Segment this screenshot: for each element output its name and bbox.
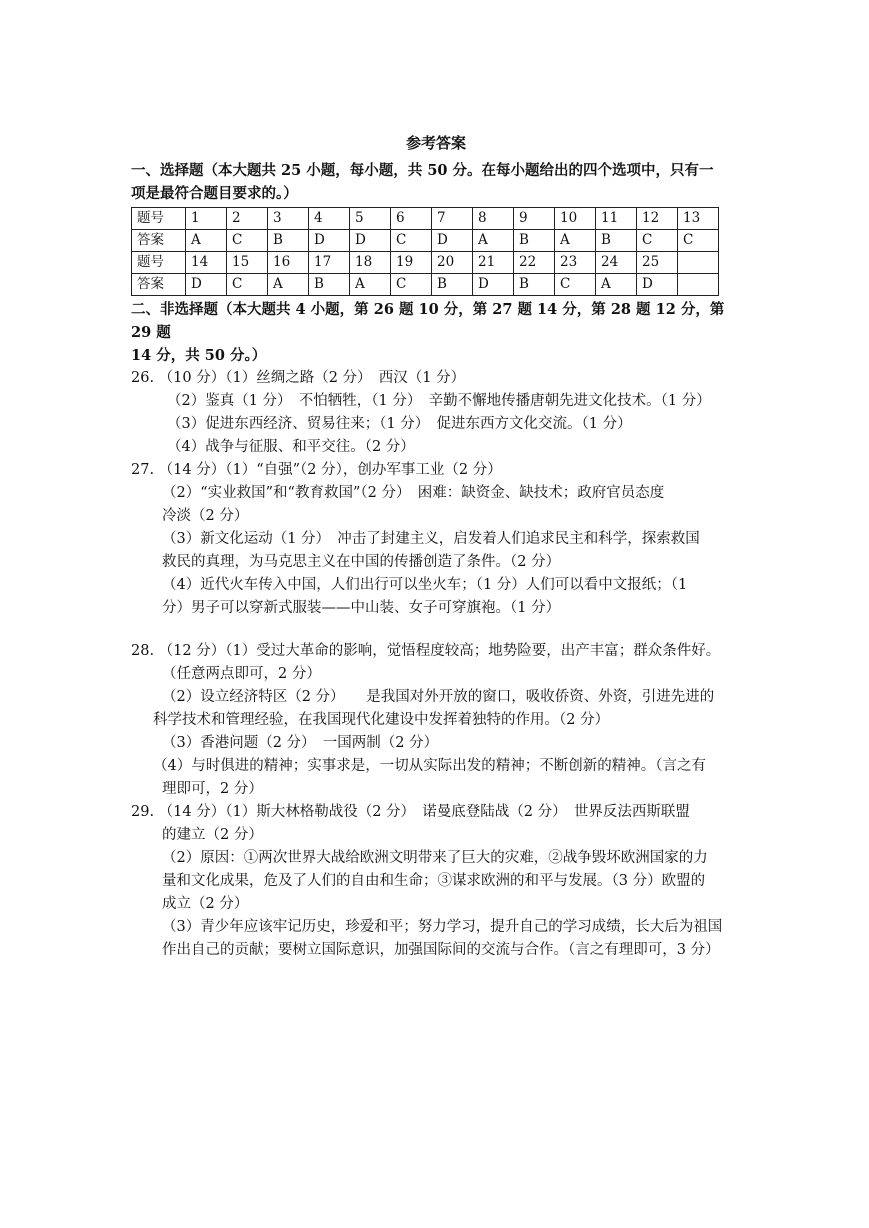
question-29 [131, 801, 741, 962]
question-26 [131, 367, 741, 459]
table-cell: A [350, 274, 391, 296]
table-cell: B [596, 230, 637, 252]
table-cell: 13 [678, 208, 719, 230]
q27-line6: （4）近代火车传入中国，人们出行可以坐火车；（1 分）人们可以看中文报纸；（1 [162, 577, 688, 593]
q28-line1: 28. （12 分）（1）受过大革命的影响，觉悟程度较高；地势险要，出产丰富；群众条件好。 [131, 643, 721, 659]
answer-page [131, 132, 741, 962]
section1-heading-line1: 一、选择题（本大题共 25 小题，每小题，共 50 分。在每小题给出的四个选项中，只有一 [131, 162, 714, 179]
table-cell: C [678, 230, 719, 252]
table-cell: 18 [350, 252, 391, 274]
table-cell: 22 [514, 252, 555, 274]
q28-line2: （任意两点即可，2 分） [162, 666, 321, 682]
table-cell: 9 [514, 208, 555, 230]
table-cell: A [268, 274, 309, 296]
table-cell: C [637, 230, 678, 252]
q26-line2: （2）鉴真（1 分） 不怕牺牲，（1 分） 辛勤不懈地传播唐朝先进文化技术。（1 分） [167, 393, 711, 409]
q29-line1: 29. （14 分）（1）斯大林格勒战役（2 分） 诺曼底登陆战（2 分） 世界反法西斯联盟 [131, 804, 690, 820]
section2-heading-line1: 二、非选择题（本大题共 4 小题，第 26 题 10 分，第 27 题 14 分，第 28 题 12 分，第 29 题 [131, 301, 725, 341]
table-cell: 21 [473, 252, 514, 274]
page-title: 参考答案 [405, 134, 466, 152]
table-cell: A [596, 274, 637, 296]
question-27 [131, 459, 741, 620]
section2-heading [131, 298, 741, 367]
table-cell: 16 [268, 252, 309, 274]
q29-line5: 成立（2 分） [162, 896, 249, 912]
table-cell: B [309, 274, 350, 296]
table-cell: 24 [596, 252, 637, 274]
table-cell: A [186, 230, 227, 252]
table-cell: A [473, 230, 514, 252]
q28-line7: 理即可，2 分） [162, 781, 263, 797]
table-cell: 3 [268, 208, 309, 230]
table-row-numbers-2 [132, 252, 719, 274]
section1-heading-line2: 项是最符合题目要求的。） [131, 185, 298, 202]
q29-line6: （3）青少年应该牢记历史，珍爱和平；努力学习，提升自己的学习成绩，长大后为祖国 [162, 919, 723, 935]
table-cell: 14 [186, 252, 227, 274]
table-cell: 7 [432, 208, 473, 230]
table-row-answers-1 [132, 230, 719, 252]
table-cell: 25 [637, 252, 678, 274]
table-cell: 19 [391, 252, 432, 274]
q28-line5: （3）香港问题（2 分） 一国两制（2 分） [162, 735, 439, 751]
q29-line7: 作出自己的贡献；要树立国际意识，加强国际间的交流与合作。（言之有理即可，3 分） [162, 942, 720, 958]
q26-line4: （4）战争与征服、和平交往。（2 分） [167, 439, 415, 455]
table-cell: C [391, 230, 432, 252]
table-cell: B [268, 230, 309, 252]
q27-line7: 分）男子可以穿新式服装——中山装、女子可穿旗袍。（1 分） [162, 600, 561, 616]
section2-heading-line2: 14 分，共 50 分。） [131, 347, 267, 364]
table-cell: 20 [432, 252, 473, 274]
table-cell: D [350, 230, 391, 252]
q27-line4: （3）新文化运动（1 分） 冲击了封建主义，启发着人们追求民主和科学，探索救国 [162, 531, 700, 547]
table-cell: 23 [555, 252, 596, 274]
table-row-numbers-1 [132, 208, 719, 230]
table-cell: 4 [309, 208, 350, 230]
table-row-answers-2 [132, 274, 719, 296]
table-cell: 11 [596, 208, 637, 230]
question-28 [131, 640, 741, 801]
table-row-label: 题号 [132, 208, 186, 230]
table-cell: 12 [637, 208, 678, 230]
q27-line1: 27. （14 分）（1）“自强”（2 分），创办军事工业（2 分） [131, 462, 502, 478]
q26-line1: 26. （10 分）（1）丝绸之路（2 分） 西汉（1 分） [131, 370, 466, 386]
table-cell: D [309, 230, 350, 252]
table-cell: C [227, 274, 268, 296]
q28-line3: （2）设立经济特区（2 分） 是我国对外开放的窗口，吸收侨资、外资，引进先进的 [162, 689, 715, 705]
table-cell: 17 [309, 252, 350, 274]
table-cell: 2 [227, 208, 268, 230]
table-cell: A [555, 230, 596, 252]
q27-line2: （2）“实业救国”和“教育救国”（2 分） 困难：缺资金、缺技术；政府官员态度 [162, 485, 665, 501]
q26-line3: （3）促进东西经济、贸易往来；（1 分） 促进东西方文化交流。（1 分） [167, 416, 632, 432]
q29-line4: 量和文化成果，危及了人们的自由和生命；③谋求欧洲的和平与发展。（3 分）欧盟的 [162, 873, 706, 889]
q29-line2: 的建立（2 分） [162, 827, 263, 843]
table-cell: 15 [227, 252, 268, 274]
table-cell: 6 [391, 208, 432, 230]
table-cell [678, 252, 719, 274]
table-cell: B [514, 230, 555, 252]
table-cell: D [473, 274, 514, 296]
table-cell: 10 [555, 208, 596, 230]
table-cell: 1 [186, 208, 227, 230]
table-cell: C [555, 274, 596, 296]
q28-line6: （4）与时俱进的精神；实事求是，一切从实际出发的精神；不断创新的精神。（言之有 [153, 758, 706, 774]
table-cell: B [514, 274, 555, 296]
q29-line3: （2）原因：①两次世界大战给欧洲文明带来了巨大的灾难，②战争毁坏欧洲国家的力 [162, 850, 708, 866]
table-cell: D [432, 230, 473, 252]
table-cell: C [227, 230, 268, 252]
section1-heading [131, 159, 741, 205]
table-row-label: 题号 [132, 252, 186, 274]
table-row-label: 答案 [132, 230, 186, 252]
q27-line3: 冷淡（2 分） [162, 508, 249, 524]
answer-table [131, 207, 719, 296]
table-row-label: 答案 [132, 274, 186, 296]
table-cell: D [186, 274, 227, 296]
table-cell: B [432, 274, 473, 296]
table-cell [678, 274, 719, 296]
table-cell: 5 [350, 208, 391, 230]
table-cell: D [637, 274, 678, 296]
q27-line5: 救民的真理，为马克思主义在中国的传播创造了条件。（2 分） [162, 554, 561, 570]
table-cell: C [391, 274, 432, 296]
q28-line4: 科学技术和管理经验，在我国现代化建设中发挥着独特的作用。（2 分） [153, 712, 610, 728]
table-cell: 8 [473, 208, 514, 230]
